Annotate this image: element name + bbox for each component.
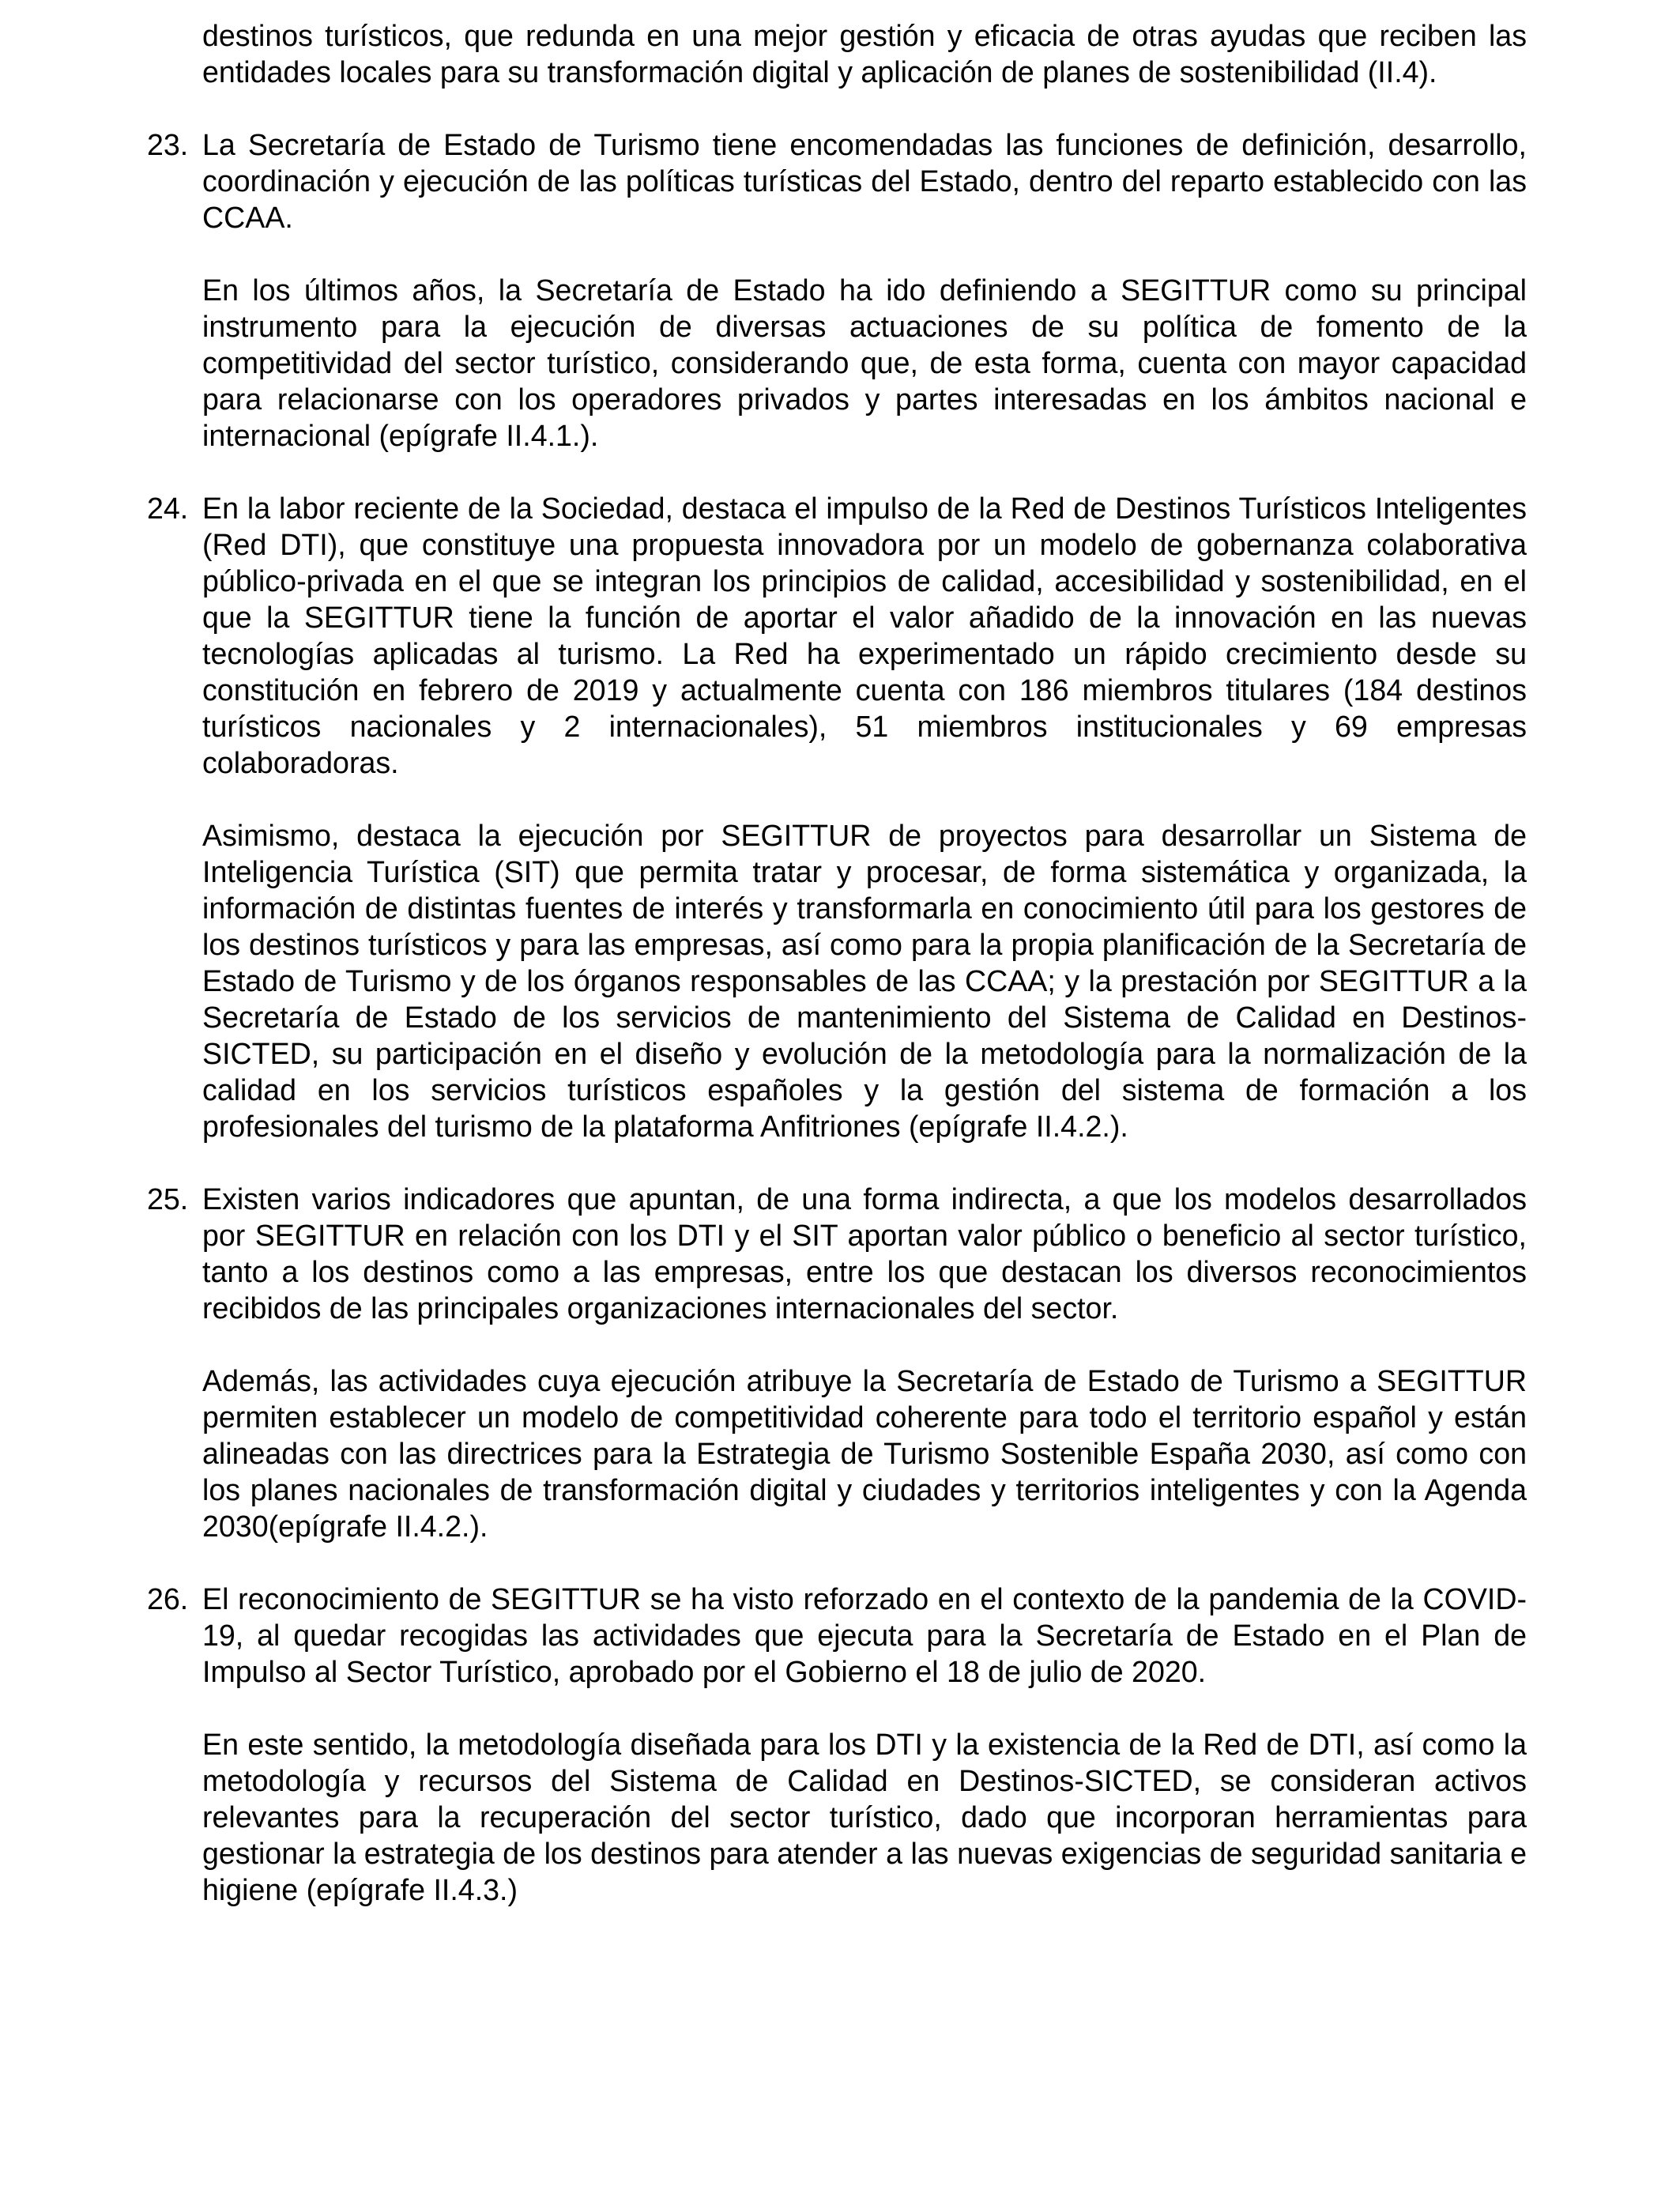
item-number: 24. <box>147 492 189 525</box>
item-paragraph: En este sentido, la metodología diseñada para los DTI y la existencia de la Red de DTI, así como la metodología y recursos del Sistema de Calidad en Destinos-SICTED, se consideran activos relevantes para la recuperación del sector turístico, dado que incorporan herramientas para gestionar la estrategia de los destinos para atender a las nuevas exigencias de seguridad sanitaria e higiene (epígrafe II.4.3.) <box>202 1728 1527 1906</box>
paragraph-spacer <box>202 1144 1527 1181</box>
paragraph-spacer <box>202 236 1527 272</box>
item-number: 25. <box>147 1182 189 1216</box>
item-paragraph: En la labor reciente de la Sociedad, destaca el impulso de la Red de Destinos Turísticos Inteligentes (Red DTI), que constituye una propuesta innovadora por un modelo de gobernanza colaborativa público-privada en el que se integran los principios de calidad, accesibilidad y sostenibilidad, en el que la SEGITTUR tiene la función de aportar el valor añadido de la innovación en las nuevas tecnologías aplicadas al turismo. La Red ha experimentado un rápido crecimiento desde su constitución en febrero de 2019 y actualmente cuenta con 186 miembros titulares (184 destinos turísticos nacionales y 2 internacionales), 51 miembros institucionales y 69 empresas colaboradoras. <box>202 492 1527 779</box>
paragraph-spacer <box>202 781 1527 817</box>
numbered-item-23 <box>147 126 1527 454</box>
intro-paragraph: destinos turísticos, que redunda en una mejor gestión y eficacia de otras ayudas que reciben las entidades locales para su transformación digital y aplicación de planes de sostenibilidad (II.4). <box>202 19 1527 89</box>
document-body <box>147 17 1527 1908</box>
paragraph-spacer <box>202 90 1527 126</box>
paragraph-spacer <box>202 1544 1527 1581</box>
item-paragraph: El reconocimiento de SEGITTUR se ha visto reforzado en el contexto de la pandemia de la COVID-19, al quedar recogidas las actividades que ejecuta para la Secretaría de Estado en el Plan de Impulso al Sector Turístico, aprobado por el Gobierno el 18 de julio de 2020. <box>202 1582 1527 1688</box>
numbered-item-24 <box>147 490 1527 1144</box>
item-paragraph: La Secretaría de Estado de Turismo tiene encomendadas las funciones de definición, desarrollo, coordinación y ejecución de las políticas turísticas del Estado, dentro del reparto establecido con las CCAA. <box>202 128 1527 234</box>
item-paragraph: Además, las actividades cuya ejecución atribuye la Secretaría de Estado de Turismo a SEGITTUR permiten establecer un modelo de competitividad coherente para todo el territorio español y están alineadas con las directrices para la Estrategia de Turismo Sostenible España 2030, así como con los planes nacionales de transformación digital y ciudades y territorios inteligentes y con la Agenda 2030(epígrafe II.4.2.). <box>202 1364 1527 1543</box>
item-paragraph: Existen varios indicadores que apuntan, de una forma indirecta, a que los modelos desarrollados por SEGITTUR en relación con los DTI y el SIT aportan valor público o beneficio al sector turístico, tanto a los destinos como a las empresas, entre los que destacan los diversos reconocimientos recibidos de las principales organizaciones internacionales del sector. <box>202 1182 1527 1325</box>
item-paragraph: Asimismo, destaca la ejecución por SEGITTUR de proyectos para desarrollar un Sistema de Inteligencia Turística (SIT) que permita tratar y procesar, de forma sistemática y organizada, la información de distintas fuentes de interés y transformarla en conocimiento útil para los gestores de los destinos turísticos y para las empresas, así como para la propia planificación de la Secretaría de Estado de Turismo y de los órganos responsables de las CCAA; y la prestación por SEGITTUR a la Secretaría de Estado de los servicios de mantenimiento del Sistema de Calidad en Destinos-SICTED, su participación en el diseño y evolución de la metodología para la normalización de la calidad en los servicios turísticos españoles y la gestión del sistema de formación a los profesionales del turismo de la plataforma Anfitriones (epígrafe II.4.2.). <box>202 819 1527 1143</box>
paragraph-spacer <box>202 454 1527 490</box>
paragraph-spacer <box>202 1690 1527 1726</box>
item-paragraph: En los últimos años, la Secretaría de Estado ha ido definiendo a SEGITTUR como su principal instrumento para la ejecución de diversas actuaciones de su política de fomento de la competitividad del sector turístico, considerando que, de esta forma, cuenta con mayor capacidad para relacionarse con los operadores privados y partes interesadas en los ámbitos nacional e internacional (epígrafe II.4.1.). <box>202 273 1527 452</box>
numbered-item-26 <box>147 1581 1527 1908</box>
numbered-item-25 <box>147 1181 1527 1544</box>
item-number: 26. <box>147 1582 189 1615</box>
item-number: 23. <box>147 128 189 161</box>
paragraph-spacer <box>202 1326 1527 1363</box>
